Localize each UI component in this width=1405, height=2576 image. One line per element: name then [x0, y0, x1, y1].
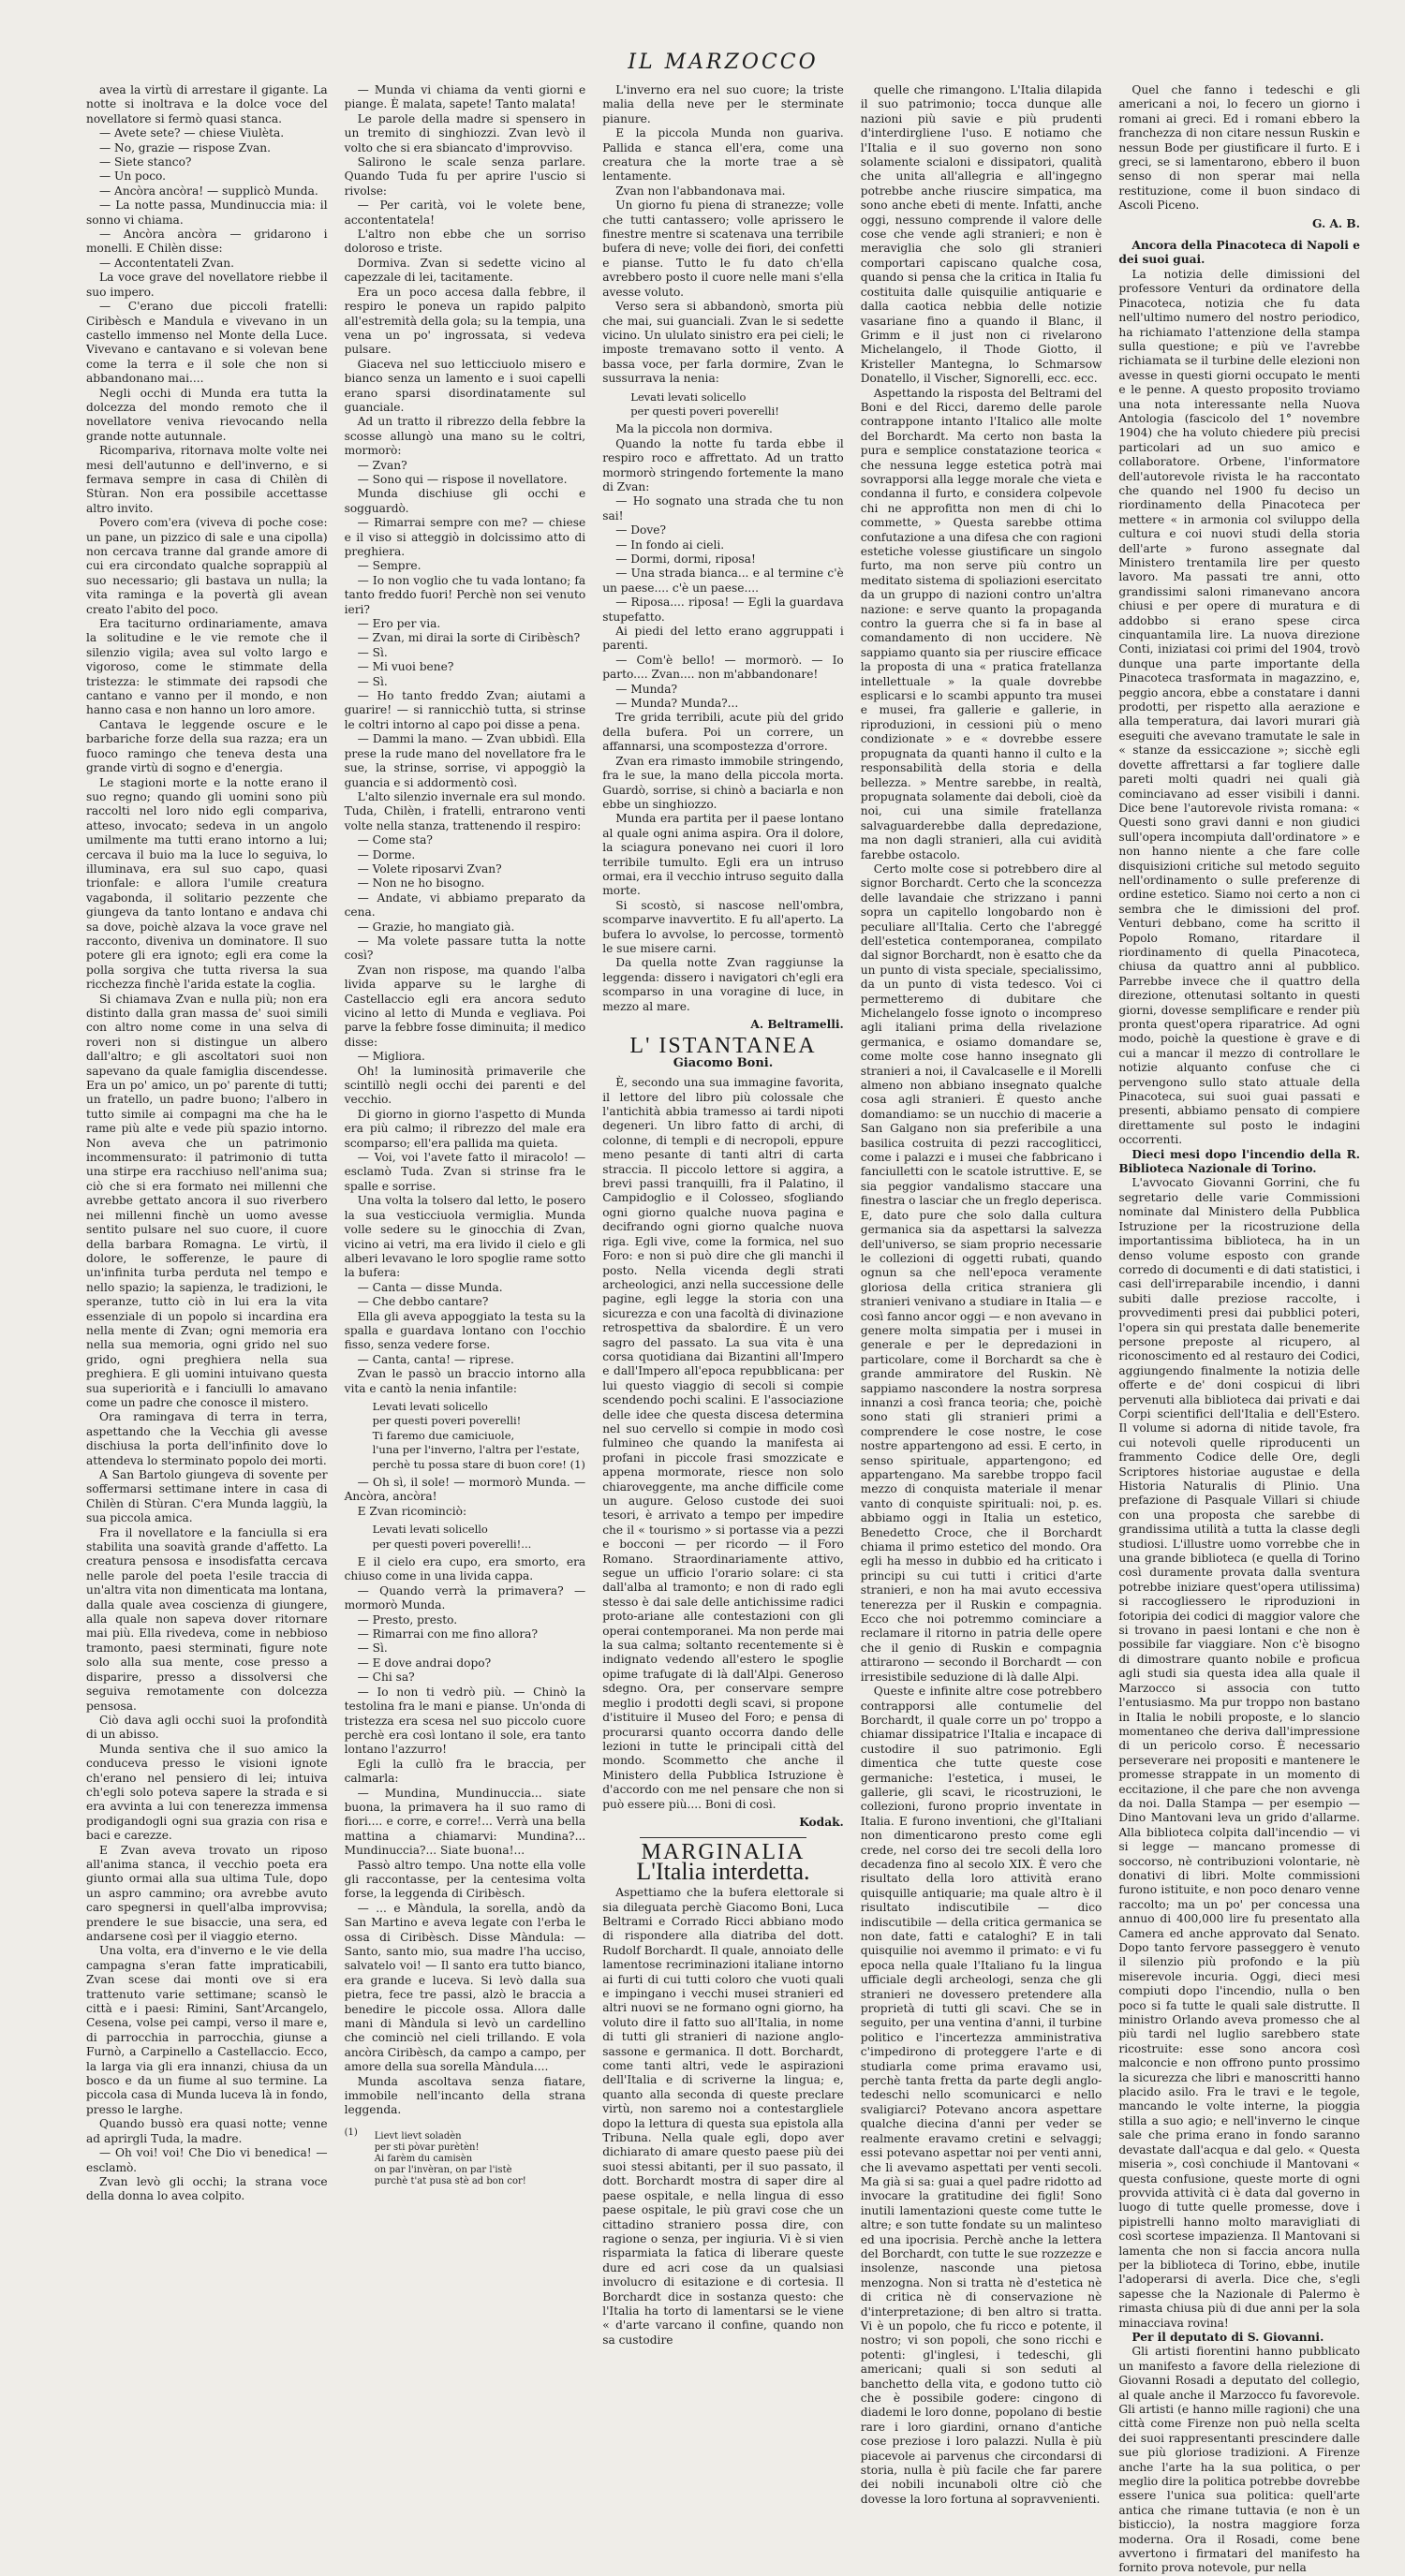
article-heading: Per il deputato di S. Giovanni. — [1131, 2330, 1324, 2344]
paragraph: — Canta — disse Munda. — [357, 1280, 503, 1294]
paragraph: Egli la cullò fra le braccia, per calmarla: — [344, 1757, 586, 1786]
paragraph: Queste e infinite altre cose potrebbero contrapporsi alle contumelie del Borchardt, il quale corre un po' troppo a chiamar dissipatrice l'Italia e incapace di custodire il suo patrimonio. Egli dimentica che tutte queste cose germaniche: l'estetica, i musei, le gallerie, gli scavi, le ricostruzioni, le collezioni, furono proprio inventate in Italia. E furono inventioni, che gl'Italiani non dimenticarono presto come egli crede, nel corso dei tre secoli della loro decadenza fino al secolo XIX. È vero che risultato della loro attività erano quisquille antiquarie; ma quale altro è il risultato indiscutibile — dico indiscutibile — della critica germanica se non date, fatti e cataloghi? E in tali quisquilie noi avemmo il primato: e vi fu epoca nella quale l'Italiano fu la lingua ufficiale degli archeologi, senza che gli stranieri ne dovessero pretendere alla proprietà di tutti gli scavi. Che se in seguito, per una ventina d'anni, il turbine politico e l'incertezza amministrativa c'impedirono di proteggere l'arte e di studiarla come prima eravamo usi, perchè tanta fretta da parte degli anglo-tedeschi nello scomunicarci e nello svaligiarci? Potevano ancora aspettare qualche diecina d'anni per veder se realmente eravamo cretini e selvaggi; essi potevano aspettar noi per venti anni, che li avevamo aspettati per venti secoli. Ma già si sa: guai a quel padre ridotto ad invocare la gratitudine dei figli! Sono inutili lamentazioni queste come tutte le altre; e son tutte fondate su un malinteso ed una ipocrisia. Perchè anche la lettera del Borchardt, con tutte le sue rozzezze e insolenze, nasconde una pietosa menzogna. Non si tratta nè d'estetica nè di critica nè di conservazione nè d'interpretazione; di ben altro si tratta. Vi è un popolo, che fu ricco e potente, il nostro; vi son popoli, che sono ricchi e potenti: gl'inglesi, i tedeschi, gli americani; quali si son seduti al banchetto della vita, e godono tutto ciò che è possibile godere: cingono di diademi le loro donne, popolano di bestie rare i loro giardini, ornano d'antiche cose preziose i loro palazzi. Nulla è più piacevole ai parvenus che circondarsi di storia, nulla è più facile che far parere dei nobili incunaboli oltre ciò che dovesse la loro fortuna al sopravvenienti. — [860, 1685, 1102, 2506]
verse-line: Lievt lievt soladèn — [374, 2130, 462, 2142]
paragraph: — Presto, presto. — [357, 1612, 458, 1627]
verse-line: purchè t'at pusa stè ad bon cor! — [374, 2175, 526, 2186]
verse-block — [630, 390, 844, 420]
paragraph: — Come sta? — [357, 833, 433, 847]
paragraph: — Dove? — [615, 523, 666, 537]
paragraph: Ciò dava agli occhi suoi la profondità di un abisso. — [86, 1713, 328, 1742]
paragraph: — Com'è bello! — mormorò. — Io parto.... Zvan.... non m'abbandonare! — [602, 653, 844, 682]
paragraph: Era taciturno ordinariamente, amava la solitudine e le vie remote che il silenzio vigila; avea sul volto largo e vigoroso, come le stimmate della tristezza: le stimmate dei rapsodi che cantano e vanno per il mondo, e non hanno casa e non hanno un loro amore. — [86, 617, 328, 717]
paragraph: Le stagioni morte e la notte erano il suo regno; quando gli uomini sono più raccolti nel loro nido egli compariva, atteso, invocato; sedeva in un angolo umilmente ma tutti erano intorno a lui; cercava il buio ma la luce lo seguiva, lo illuminava, era sul suo capo, quasi trionfale: e allora l'umile creatura vagabonda, il solitario pezzente che giungeva da tanto lontano e andava chi sa dove, poichè alzava la voce grave nel racconto, diveniva un dominatore. Il suo potere gli era ignoto; egli era come la polla sorgiva che tutta riversa la sua ricchezza finchè l'arida estate la coglia. — [86, 775, 328, 992]
paragraph: — Ho tanto freddo Zvan; aiutami a guarire! — si rannicchiò tutta, si strinse le coltri intorno al capo poi disse a pena. — [344, 689, 586, 731]
paragraph: — Riposa.... riposa! — Egli la guardava stupefatto. — [602, 596, 844, 624]
paragraph: — Per carità, voi le volete bene, accontentatela! — [344, 199, 586, 227]
verse-line: Levati levati solicello — [372, 1399, 488, 1413]
paragraph: avea la virtù di arrestare il gigante. La notte si inoltrava e la dolce voce del novellatore si fermò quasi stanca. — [86, 83, 328, 125]
paragraph: Di giorno in giorno l'aspetto di Munda era più calmo; il ribrezzo del male era scomparso; ell'era pallida ma quieta. — [344, 1107, 586, 1150]
paragraph: — Mi vuoi bene? — [357, 660, 454, 674]
column-5 — [1118, 83, 1360, 2575]
paragraph: — Sempre. — [357, 559, 422, 573]
paragraph: — Canta, canta! — riprese. — [357, 1352, 514, 1366]
verse-line: perchè tu possa stare di buon core! (1) — [372, 1457, 585, 1471]
footnote-number: (1) — [344, 2127, 358, 2138]
paragraph: — Ho sognato una strada che tu non sai! — [602, 494, 844, 523]
paragraph: — Mundina, Mundinuccia... siate buona, la primavera ha il suo ramo di fiori.... e corre, e corre!... Verrà una bella mattina a chiamarvi: Mundina?... Mundinuccia?... Siate buona!... — [344, 1786, 586, 1858]
paragraph: Salirono le scale senza parlare. Quando Tuda fu per aprire l'uscio si rivolse: — [344, 155, 586, 198]
paragraph: Zvan levò gli occhi; la strana voce della donna lo avea colpito. — [86, 2174, 328, 2203]
paragraph: — Munda? Munda?... — [615, 697, 739, 711]
signature: Kodak. — [799, 1815, 844, 1829]
verse-line: Ai farèm du camisèn — [374, 2153, 473, 2164]
paragraph: — Voi, voi l'avete fatto il miracolo! — esclamò Tuda. Zvan si strinse fra le spalle e sorrise. — [344, 1151, 586, 1193]
paragraph: Munda dischiuse gli occhi e sogguardò. — [344, 487, 586, 515]
paragraph: Cantava le leggende oscure e le barbariche forze della sua razza; era un fuoco ramingo che teneva desta una grande virtù di sogno e d'energia. — [86, 717, 328, 775]
column-4 — [860, 83, 1102, 2506]
paragraph: — Munda vi chiama da venti giorni e piange. È malata, sapete! Tanto malata! — [344, 83, 586, 111]
paragraph: Zvan non rispose, ma quando l'alba livida apparve su le larghe di Castellaccio egli era ancora seduto vicino al letto di Munda e vegliava. Poi parve la febbre fosse diminuita; il medico disse: — [344, 963, 586, 1049]
paragraph: La voce grave del novellatore riebbe il suo impero. — [86, 271, 328, 299]
paragraph: — Non ne ho bisogno. — [357, 876, 485, 891]
masthead: IL MARZOCCO — [628, 51, 819, 74]
paragraph: — Dammi la mano. — Zvan ubbidì. Ella prese la rude mano del novellatore fra le sue, la strinse, sorrise, vi appoggiò la guancia e si addormentò così. — [344, 732, 586, 789]
verse-line: per questi poveri poverelli! — [630, 404, 779, 418]
paragraph: E la piccola Munda non guariva. Pallida e stanca ell'era, come una creatura che la morte trae a sè lentamente. — [602, 126, 844, 184]
paragraph: Era un poco accesa dalla febbre, il respiro le poneva un rapido palpito all'estremità della gola; su la tempia, una vena un po' ingrossata, si vedeva pulsare. — [344, 285, 586, 357]
paragraph: Quando bussò era quasi notte; venne ad aprirgli Tuda, la madre. — [86, 2117, 328, 2145]
section-title: MARGINALIA — [641, 1840, 806, 1865]
paragraph: L'alto silenzio invernale era sul mondo. Tuda, Chilèn, i fratelli, entrarono venti volte nella stanza, trattenendo il respiro: — [344, 789, 586, 832]
paragraph: — Andate, vi abbiamo preparato da cena. — [344, 891, 586, 920]
paragraph: — Dorme. — [357, 847, 416, 861]
paragraph: — Rimarrai sempre con me? — chiese e il viso si atteggiò in dolcissimo atto di preghiera. — [344, 516, 586, 558]
paragraph: Oh! la luminosità primaverile che scintillò negli occhi dei parenti e del vecchio. — [344, 1064, 586, 1107]
verse-line: on par l'invèran, on par l'istè — [374, 2164, 512, 2175]
paragraph: È, secondo una sua immagine favorita, il lettore del libro più colossale che l'antichità abbia tramesso ai tardi nipoti degeneri. Un libro fatto di archi, di colonne, di templi e di necropoli, eppure meno pesante di tanti altri di carta straccia. Il piccolo lettore si aggira, a brevi passi tranquilli, fra il Palatino, il Campidoglio e il Colosseo, sfogliando ogni giorno qualche nuova pagina e decifrando ogni giorno qualche nuova riga. Egli vive, come la formica, nel suo Foro: e non si può dire che gli manchi il posto. Nella vicenda degli strati archeologici, anzi nella successione delle pagine, egli legge la storia con una sicurezza e con una facoltà di divinazione retrospettiva da sbalordire. È un vero sagro del passato. La sua vita è una corsa quotidiana dai Bizantini all'Impero e dall'Impero all'epoca repubblicana: per lui questo viaggio di secoli si compie scendendo pochi scalini. E l'associazione delle idee che questa discesa determina nel suo cervello si compie in modo così fulmineo che quando la manifesta ai profani in piccole frasi smozzicate e appena mormorate, riesce non solo chiaroveggente, ma anche difficile come un augure. Geloso custode dei suoi tesori, è arrivato a tempo per impedire che il « tourismo » si portasse via a pezzi e bocconi — per ricordo — il Foro Romano. Straordinariamente attivo, segue un ufficio l'orario solare: ci sta dall'alba al tramonto; e non di rado egli stesso è dai sale delle antichissime radici proto-ariane alle contestazioni con gli operai contemporanei. Ma non perde mai la sua calma; soltanto recentemente si è indignato vedendo all'estero le spoglie opime trafugate di là dall'Alpi. Generoso sdegno. Ora, per conservare sempre meglio i prodotti degli scavi, si propone d'istituire il Museo del Foro; e pensa di procurarsi quanto occorra dando delle lezioni in tutte le principali città del mondo. Scommetto che anche il Ministero della Pubblica Istruzione è d'accordo con me nel pensare che non si può essere più.... Boni di così. — [602, 1076, 844, 1811]
paragraph: — Ancòra ancòra — gridarono i monelli. E Chilèn disse: — [86, 228, 328, 256]
paragraph: Quando la notte fu tarda ebbe il respiro roco e affrettato. Ad un tratto mormorò stringendo fortemente la mano di Zvan: — [602, 436, 844, 493]
divider — [640, 1837, 806, 1838]
paragraph: Fra il novellatore e la fanciulla si era stabilita una soavità grande d'affetto. La creatura pensosa e insodisfatta cercava nelle parole del poeta l'esile traccia di un'altra vita non dimenticata ma lontana, dalla quale avea coscienza di giungere, alla quale non sapeva dover ritornare mai più. Ella rivedeva, come in nebbioso tramonto, paesi sterminati, figure note solo alla sua mente, cose presso a disparire, presso a dissolversi che seguiva remotamente con dolcezza pensosa. — [86, 1525, 328, 1713]
paragraph: Giaceva nel suo letticciuolo misero e bianco senza un lamento e i suoi capelli erano sparsi disordinatamente sul guanciale. — [344, 357, 586, 414]
paragraph: Da quella notte Zvan raggiunse la leggenda: dissero i navigatori ch'egli era scomparso in una voragine di luce, in mezzo al mare. — [602, 956, 844, 1013]
verse-line: l'una per l'inverno, l'altra per l'estate, — [372, 1443, 580, 1457]
paragraph: — Ero per via. — [357, 617, 441, 631]
paragraph: — ... e Màndula, la sorella, andò da San Martino e aveva legate con l'erba le ossa di Ciribèsch. Disse Màndula: — Santo, santo mio, sua madre l'ha ucciso, salvatelo voi! — Il santo era tutto bianco, era grande e luceva. Si levò dalla sua pietra, fece tre passi, alzò le braccia a benedire le piccole ossa. Allora dalle mani di Màndula si levò un cardellino che cominciò nel cieli trillando. E vola ancòra Ciribèsch, da campo a campo, per amore della sua sorella Màndula.... — [344, 1901, 586, 2074]
paragraph: Si chiamava Zvan e nulla più; non era distinto dalla gran massa de' suoi simili con altro nome come in una selva di roveri non si distingue un albero dall'altro; e gli ascoltatori suoi non sapevano da quale famiglia discendesse. Era un po' amico, un po' parente di tutti; un fratello, un padre buono; l'albero in tutto simile ai compagni ma che ha le rame più alte e vede più spazio intorno. Non aveva che un patrimonio incommensurato: il patrimonio di tutta una stirpe era racchiuso nell'anima sua; ciò che si era formato nei millenni che avrebbe gettato ancora il suo riverbero nei millenni finchè un uomo avesse sentito pulsare nel suo cuore, il cuore della barbara Romagna. Le virtù, il dolore, le sofferenze, le paure di un'infinita turba perduta nel tempo e nello spazio; la sapienza, le tradizioni, le speranze, tutto ciò in lui era la vita essenziale di un popolo si incardina era nella mente di Zvan; ogni memoria era nella sua memoria, ogni grido nel suo grido, ogni preghiera nella sua preghiera. E gli uomini intuivano questa sua superiorità e i fanciulli lo amavano come un padre che conosce il mistero. — [86, 992, 328, 1409]
verse-line: Levati levati solicello — [372, 1523, 488, 1537]
paragraph: Povero com'era (viveva di poche cose: un pane, un pizzico di sale e una cipolla) non cercava tranne dal grande amore di cui era circondato qualche soprappiù al suo necessario; gli bastava un nulla; la vita raminga e la povertà gli avean creato l'abito del poco. — [86, 516, 328, 616]
paragraph: Aspettiamo che la bufera elettorale si sia dileguata perchè Giacomo Boni, Luca Beltrami e Corrado Ricci abbiano modo di rispondere alla diatriba del dott. Rudolf Borchardt. Il quale, annoiato delle lamentose recriminazioni italiane intorno ai furti di cui tutti coloro che vuoti quali e impingano i vecchi musei stranieri ed altri nuovi se ne formano ogni giorno, ha voluto dire il fatto suo all'Italia, in nome di tutti gli stranieri di nazione anglo-sassone e germanica. Il dott. Borchardt, come tanti altri, vede le aspirazioni dell'Italia e di scriverne la lingua; e, quanto alla seconda di queste preclare virtù, non saremo noi a contestargliele dopo la lettura di questa sua epistola alla Tribuna. Nella quale egli, dopo aver dichiarato di amare questo paese più dei suoi stessi abitanti, per il suo passato, il dott. Borchardt mostra di saper dire al paese ospitale, e nella lingua di esso paese ospitale, le più gravi cose che un cittadino straniero possa dire, con ragione o senza, per ingiuria. Vi è si vien risparmiata la fatica di liberare queste dure ed acri cose da un qualsiasi involucro di esitazione e di cortesia. Il Borchardt dice in sostanza questo: che l'Italia ha torto di lamentarsi se le viene « d'arte varcano il confine, quando non sa custodire — [602, 1886, 844, 2347]
paragraph: — Sono qui — rispose il novellatore. — [357, 472, 568, 486]
paragraph: Ricompariva, ritornava molte volte nei mesi dell'autunno e dell'inverno, e si fermava sempre in casa di Chilèn di Stùran. Non era possibile accettasse altro invito. — [86, 444, 328, 515]
paragraph: — Che debbo cantare? — [357, 1295, 489, 1309]
paragraph: — Migliora. — [357, 1050, 425, 1064]
verse-line: per questi poveri poverelli!... — [372, 1537, 532, 1551]
paragraph: — Munda? — [615, 682, 678, 696]
column-3 — [602, 83, 844, 2347]
paragraph: — Avete sete? — chiese Viulèta. — [99, 126, 285, 140]
section-subtitle: Giacomo Boni. — [673, 1055, 774, 1070]
paragraph: — La notte passa, Mundinuccia mia: il sonno vi chiama. — [86, 199, 328, 227]
paragraph: L'inverno era nel suo cuore; la triste malia della neve per le sterminate pianure. — [602, 83, 844, 125]
column-2 — [344, 83, 586, 2186]
paragraph: — Quando verrà la primavera? — mormorò Munda. — [344, 1583, 586, 1612]
paragraph: Quel che fanno i tedeschi e gli americani a noi, lo fecero un giorno i romani ai greci. Ed i romani ebbero la franchezza di non citare nessun Ruskin e nessun Bode per giustificare il furto. E i greci, se si lamentarono, ebbero il buon senso di non sperar mai nella restituzione, come il buon sindaco di Ascoli Piceno. — [1118, 83, 1360, 213]
columns — [86, 83, 1360, 2575]
footnote-verse — [375, 2131, 526, 2187]
paragraph: Certo molte cose si potrebbero dire al signor Borchardt. Certo che la sconcezza delle lavandaie che strizzano i panni sopra un capitello longobardo non è peculiare all'Italia. Certo che l'abreggé dell'estetica contemporanea, compilato dal signor Borchardt, non è esatto che da un punto di vista speciale, specialissimo, da un punto di vista tedesco. Voi ci permetteremo di dubitare che Michelangelo fosse ignoto o incompreso agli italiani prima della rivelazione germanica, e osiamo domandare se, come molte cose hanno insegnato gli stranieri a noi, il Cavalcaselle e il Morelli almeno non abbiano insegnato qualche cosa agli stranieri. È questo anche domandiamo: se un nucchio di macerie a San Galgano non sia preferibile a una basilica costruita di pezzi raccogliticci, come i palazzi e i musei che fabbricano i fanciulletti con le scatole istruttive. E, se sia peggior vandalismo staccare una finestra o lasciar che un freglo deperisca. E, dato pure che solo dalla cultura germanica sia da aspettarsi la salvezza dell'universo, se siam proprio necessarie le collezioni di oggetti rubati, quando ognun sa che nell'epoca veramente gloriosa della critica straniera gli stranieri venivano a studiare in Italia — e così fanno ancor oggi — e non avevano in genere molta simpatia per i musei in generale e per le depredazioni in particolare, come il Borchardt sa che è grande ammiratore del Ruskin. Nè sappiamo nascondere la nostra sorpresa innanzi a così franca teoria; che, poichè sono stati gli stranieri primi a comprendere le cose nostre, le cose nostre appartengono ad essi. E certo, in senso spirituale, appartengono; ed appartengano. Ma sarebbe troppo facil mezzo di conquista materiale il menar vanto di conquiste spirituali: noi, p. es. abbiamo oggi in Italia un estetico, Benedetto Croce, che il Borchardt chiama il primo estetico del mondo. Ora egli ha messo in dubbio ed ha criticato i principi su cui tutti i critici d'arte stranieri, e non ha mai avuto eccessiva tenerezza per il Ruskin e compagnia. Ecco che noi potremmo cominciare a reclamare il ritorno in patria delle opere che il genio di Ruskin e compagnia attirarono — secondo il Borchardt — con irresistibile seduzione di là dalle Alpi. — [860, 861, 1102, 1684]
verse-line: Levati levati solicello — [630, 390, 747, 404]
paragraph: Zvan non l'abbandonava mai. — [615, 184, 786, 198]
footnote — [345, 2127, 586, 2191]
signature: G. A. B. — [1312, 216, 1360, 230]
verse-block — [373, 1523, 586, 1552]
paragraph: — Ma volete passare tutta la notte così? — [344, 934, 586, 963]
paragraph: Munda ascoltava senza fiatare, immobile nell'incanto della strana leggenda. — [344, 2074, 586, 2117]
paragraph: Una volta la tolsero dal letto, le posero la sua vesticciuola vermiglia. Munda volle sedere su le ginocchia di Zvan, vicino ai vetri, ma era livido il cielo e gli alberi levavano le loro spoglie rame sotto la bufera: — [344, 1194, 586, 1280]
paragraph: Si scostò, si nascose nell'ombra, scomparve inavvertito. E fu all'aperto. La bufera lo avvolse, lo percosse, tormentò le sue misere carni. — [602, 898, 844, 955]
paragraph: Ai piedi del letto erano aggruppati i parenti. — [602, 625, 844, 653]
paragraph: — Io non voglio che tu vada lontano; fa tanto freddo fuori! Perchè non sei venuto ieri? — [344, 573, 586, 616]
paragraph: — Sì. — [357, 674, 388, 688]
paragraph: — C'erano due piccoli fratelli: Ciribèsch e Mandula e vivevano in un castello immenso nel Monte della Luce. Vivevano e cantavano e si volevan bene come la terra e il sole che non si abbandonano mai.... — [86, 300, 328, 386]
paragraph: L'altro non ebbe che un sorriso doloroso e triste. — [344, 228, 586, 256]
article-title: L'Italia interdetta. — [636, 1857, 810, 1885]
section-title: L' ISTANTANEA — [629, 1034, 817, 1059]
verse-line: Ti faremo due camiciuole, — [372, 1428, 515, 1442]
paragraph: Munda era partita per il paese lontano al quale ogni anima aspira. Ora il dolore, la sciagura ponevano nei cuori il loro terribile tumulto. Egli era un intruso ormai, era il vecchio intruso seguito dalla morte. — [602, 812, 844, 898]
paragraph: Le parole della madre si spensero in un tremito di singhiozzi. Zvan levò il volto che si era sbiancato d'improvviso. — [344, 111, 586, 155]
paragraph: Una volta, era d'inverno e le vie della campagna s'eran fatte impraticabili, Zvan scese dai monti ove si era trattenuto varie settimane; scansò le città e i paesi: Rimini, Sant'Arcangelo, Cesena, volse pei campi, verso il mare e, di parrocchia in parrocchia, giunse a Furnò, a Carpinello a Castellaccio. Ecco, la larga via gli era innanzi, chiusa da un bosco e da un fiume al suo termine. La piccola casa di Munda luceva là in fondo, presso le larghe. — [86, 1944, 328, 2116]
paragraph: Zvan era rimasto immobile stringendo, fra le sue, la mano della piccola morta. Guardò, sorrise, si chinò a baciarla e non ebbe un singhiozzo. — [602, 754, 844, 811]
paragraph: — Zvan? — [357, 458, 407, 472]
paragraph: Ad un tratto il ribrezzo della febbre la scosse allungò una mano su le coltri, mormorò: — [344, 415, 586, 458]
paragraph: quelle che rimangono. L'Italia dilapida il suo patrimonio; tocca dunque alle nazioni più savie e più prudenti d'interdirgliene l'uso. E notiamo che l'Italia e il suo governo non sono solamente scialoni e dissipatori, qualità che unita all'allegria e all'ingegno potrebbe anche riuscire simpatica, ma sono anche ebeti di mente. Infatti, anche oggi, nessuno comprende il valore delle cose che vende agli stranieri; e non è meraviglia che solo gli stranieri comportari capiscano qualche cosa, quando si pensa che la critica in Italia fu costituita dalle quisquilie antiquarie e dalla caotica nebbia delle notizie vasariane fino a quando il Blanc, il Grimm e il just non ci rivelarono Michelangelo, il Thode Giotto, il Kristeller Mantegna, lo Schmarsow Donatello, il Vischer, Signorelli, ecc. ecc. — [860, 83, 1102, 386]
verse-line: per questi poveri poverelli! — [372, 1414, 522, 1428]
paragraph: Gli artisti fiorentini hanno pubblicato un manifesto a favore della rielezione di Giovanni Rosadi a deputato del collegio, al quale anche il Marzocco fu favorevole. Gli artisti (e hanno mille ragioni) che una città come Firenze non può nella scelta dei suoi rappresentanti prescindere dalle sue più gloriose tradizioni. A Firenze anche l'arte ha la sua politica, o per meglio dire la politica potrebbe dovrebbe essere l'unica sua politica: quell'arte antica che rimane tuttavia (e non è un bisticcio), la nostra maggiore forza moderna. Ora il Rosadi, come bene avvertono i firmatari del manifesto ha fornito prova notevole, pur nella — [1118, 2345, 1360, 2575]
paragraph: — Sì. — [357, 645, 388, 659]
paragraph: Ella gli aveva appoggiato la testa su la spalla e guardava lontano con l'occhio fisso, senza vedere forse. — [344, 1309, 586, 1352]
article-heading: Dieci mesi dopo l'incendio della R. Biblioteca Nazionale di Torino. — [1118, 1147, 1360, 1176]
paragraph: Aspettando la risposta del Beltrami del Boni e del Ricci, daremo delle parole contrappone intanto l'Italico alle molte del Borchardt. Ma certo non basta la pura e semplice constatazione teorica « che nessuna legge estetica potrà mai sovrapporsi alla legge morale che vieta e condanna il furto, e considera colpevole chi ne approfitta non men di chi lo commette, » Questa sarebbe ottima confutazione a una difesa che con ragioni estetiche volesse giustificare un singolo furto, ma non serve più contro un meditato sistema di spoliazioni esercitato da un gruppo di nazioni contro un'altra nazione: e serve quanto la propaganda contro la guerra che si fa in base al comandamento di non uccidere. Nè sappiamo quanto sia per riuscire efficace la proposta di una « pratica fratellanza intellettuale » la quale dovrebbe esplicarsi e lo scambi appunto tra musei e musei, fra gallerie e gallerie, in riproduzioni, in cessioni più o meno condizionate » e « dovrebbe essere propugnata da quanti hanno il culto e la responsabilità della storia e della bellezza. » Mentre sarebbe, in realtà, propugnata solamente dai deboli, cioè da noi, cui una simile fratellanza salvaguarderebbe dalla depredazione, ma non dagli stranieri, alla cui avidità farebbe ostacolo. — [860, 386, 1102, 861]
verse-line: per sti pòvar purètèn! — [374, 2142, 480, 2153]
column-1 — [86, 83, 328, 2203]
paragraph: E Zvan ricominciò: — [357, 1504, 467, 1518]
article-heading: Ancora della Pinacoteca di Napoli e dei suoi guai. — [1118, 239, 1360, 267]
paragraph: Negli occhi di Munda era tutta la dolcezza del mondo remoto che il novellatore veniva rievocando nella grande notte autunnale. — [86, 386, 328, 443]
paragraph: E Zvan aveva trovato un riposo all'anima stanca, il vecchio poeta era giunto ormai alla sua ultima Tule, dopo un aspro cammino; ora avrebbe avuto caro spegnersi in quell'alba improvvisa; prendere le sue bisaccie, una sera, ed andarsene così per il viaggio eterno. — [86, 1843, 328, 1943]
paragraph: — Un poco. — [99, 169, 167, 184]
paragraph: Ora ramingava di terra in terra, aspettando che la Vecchia gli avesse dischiusa la porta dell'infinito dove lo attendeva lo sterminato popolo dei morti. — [86, 1410, 328, 1467]
paragraph: — Accontentateli Zvan. — [99, 256, 234, 270]
paragraph: — Dormi, dormi, riposa! — [615, 552, 756, 566]
paragraph: Tre grida terribili, acute più del grido della bufera. Poi un correre, un affannarsi, una scompostezza d'orrore. — [602, 711, 844, 754]
paragraph: Zvan le passò un braccio intorno alla vita e cantò la nenia infantile: — [344, 1367, 586, 1395]
paragraph: — Io non ti vedrò più. — Chinò la testolina fra le mani e pianse. Un'onda di tristezza era scesa nel suo piccolo cuore perchè era così lontano il sole, era tanto lontano l'azzurro! — [344, 1685, 586, 1757]
paragraph: La notizia delle dimissioni del professore Venturi da ordinatore della Pinacoteca, notizia che fu data nell'ultimo numero del nostro periodico, ha richiamato l'attenzione della stampa sulla questione; e più ve l'avrebbe richiamata se il turbine delle elezioni non avesse in questi giorni occupato le menti e le penne. A questo proposito troviamo una nota interessante nella Nuova Antologia (fascicolo del 1° novembre 1904) che ha voluto chiedere più precisi particolari ad un suo amico e collaboratore. Orbene, l'informatore dell'autorevole rivista le ha raccontato che quando nel 1900 fu deciso un riordinamento della Pinacoteca per mettere « in armonia col sviluppo della cultura e coi nuovi studi della storia dell'arte » furono assegnate dal Ministero trentamila lire per questo lavoro. Ma passati tre anni, otto grandissimi saloni rimanevano ancora chiusi e per opere di muratura e di addobbo si erano spese circa cinquantamila lire. La nuova direzione Conti, iniziatasi coi primi del 1904, trovò dunque una parte importante della Pinacoteca trasformata in magazzino, e, peggio ancora, ebbe a constatare i danni prodotti, per rispetto alla aerazione e alla temperatura, dai lavori murari già eseguiti che avevano tramutate le sale in « stanze da essiccazione »; sicchè egli dovette affrettarsi a far togliere dalle pareti molti quadri nei quali già cominciavano ad esser visibili i danni. Dice bene l'autorevole rivista romana: « Questi sono gravi danni e non giudici sull'opera incompiuta dall'ordinatore » e non hanno niente a che fare colle disquisizioni critiche sul metodo seguito nell'ordinamento o sulle preferenze di ordine estetico. Siamo noi certo a non ci sembra che le dimissioni del prof. Venturi debbano, come ha scritto il Popolo Romano, ritardare il riordinamento di quella Pinacoteca, chiusa da quattro anni al pubblico. Parrebbe invece che il quattro della direzione, ottenutasi soltanto in questi giorni, dovesse semplificare e render più pronta quest'opera riparatrice. Ad ogni modo, poichè la questione è grave e di cui a mancar il mezzo di controllare le notizie alquanto confuse che ci pervengono sullo stato attuale della Pinacoteca, sui suoi guai passati e presenti, abbiamo pensato di compiere direttamente sul posto le indagini occorrenti. — [1118, 267, 1360, 1147]
paragraph: E il cielo era cupo, era smorto, era chiuso come in una livida cappa. — [344, 1555, 586, 1583]
verse-block — [373, 1400, 586, 1472]
paragraph: — Oh voi! voi! Che Dio vi benedica! — esclamò. — [86, 2146, 328, 2174]
paragraph: Un giorno fu piena di stranezze; volle che tutti cantassero; volle aprissero le finestre mentre si scatenava una terribile bufera di neve; volle dei fiori, dei confetti e pianse. Tutto le fu dato ch'ella avrebbero posto il cuore nelle mani s'ella avesse voluto. — [602, 199, 844, 299]
paragraph: — E dove andrai dopo? — [357, 1656, 492, 1670]
paragraph: — Volete riposarvi Zvan? — [357, 861, 502, 876]
paragraph: — Zvan, mi dirai la sorte di Ciribèsch? — [357, 631, 581, 645]
paragraph: — No, grazie — rispose Zvan. — [99, 140, 271, 155]
paragraph: — Rimarrai con me fino allora? — [357, 1627, 538, 1641]
paragraph: Verso sera si abbandonò, smorta più che mai, sui guanciali. Zvan le si sedette vicino. Un ululato sinistro era pei cieli; le imposte tremavano sotto il vento. A bassa voce, per farla dormire, Zvan le sussurrava la nenia: — [602, 300, 844, 386]
paragraph: Dormiva. Zvan si sedette vicino al capezzale di lei, tacitamente. — [344, 256, 586, 285]
paragraph: Passò altro tempo. Una notte ella volle gli raccontasse, per la centesima volta forse, la leggenda di Ciribèsch. — [344, 1858, 586, 1901]
paragraph: — Oh sì, il sole! — mormorò Munda. — Ancòra, ancòra! — [344, 1476, 586, 1504]
paragraph: — Una strada bianca... e al termine c'è un paese.... c'è un paese.... — [602, 567, 844, 595]
paragraph: Munda sentiva che il suo amico la conduceva presso le visioni ignote ch'erano nel pensiero di lei; intuiva ch'egli solo poteva sapere la strada e si era avvinta a lui con tenerezza immensa prodigandogli ogni sua grazia con risa e baci e carezze. — [86, 1742, 328, 1843]
paragraph: A San Bartolo giungeva di sovente per soffermarsi settimane intere in casa di Chilèn di Stùran. C'era Munda laggiù, la sua piccola amica. — [86, 1468, 328, 1525]
paragraph: — Grazie, ho mangiato già. — [357, 920, 515, 934]
paragraph: — Sì. — [357, 1641, 388, 1656]
paragraph: — In fondo ai cieli. — [615, 537, 725, 552]
paragraph: L'avvocato Giovanni Gorrini, che fu segretario delle varie Commissioni nominate dal Ministero della Pubblica Istruzione per la ricostruzione della importantissima biblioteca, ha in un denso volume esposto con grande corredo di documenti e di dati statistici, i casi dell'irreparabile incendio, i danni subiti dalle preziose raccolte, i provvedimenti presi dai pubblici poteri, l'opera sin qui prestata dalle benemerite persone preposte al ricupero, al riconoscimento ed al restauro dei Codici, aggiungendo finalmente la notizia delle offerte e de' doni cospicui di libri pervenuti alla biblioteca dai privati e dai Corpi scientifici dell'Italia e dell'Estero. Il volume si adorna di nitide tavole, fra cui notevoli quelle riproducenti un frammento Codice delle Ore, degli Scriptores historiae augustae e della Historia Naturalis di Plinio. Una prefazione di Pasquale Villari si chiude con una proposta che sarebbe di grandissima utilità a tutta la classe degli studiosi. L'illustre uomo vorrebbe che in una grande biblioteca (e quella di Torino così duramente provata dalla sventura potrebbe iniziare quest'opera utilissima) si raccogliessero le riproduzioni in fotoripia dei codici di maggior valore che si trovano in paesi lontani e che non è possibile far viaggiare. Non c'è bisogno di dimostrare quanto nobile e proficua agli studi sia questa idea alla quale il Marzocco si associa con tutto l'entusiasmo. Ma pur troppo non bastano in Italia le nobili proposte, e lo slancio momentaneo che deriva dall'impressione di un pericolo corso. È necessario perseverare nei propositi e mantenere le promesse strappate in un momento di eccitazione, il che pare che non avvenga da noi. Dalla Stampa — per esempio — Dino Mantovani leva un grido d'allarme. Alla biblioteca colpita dall'incendio — vi si legge — mancano promesse di soccorso, nè contribuzioni volontarie, nè donativi di libri. Molte commissioni furono istituite, e non poco denaro venne raccolto; ma un po' per concessa una annuo di 400,000 lire fu presentato alla Camera ed anche approvato dal Senato. Dopo tanto fervore passeggero è venuto il silenzio più profondo e la più miserevole incuria. Oggi, dieci mesi compiuti dopo l'incendio, nulla o ben poco si fa tutte le quali sale distrutte. Il ministro Orlando aveva promesso che al più tardi nel luglio sarebbero state ricostruite: esse sono ancora così malconcie e non offrono punto prossimo la sicurezza che libri e manoscritti hanno placido asilo. Fra le travi e le tegole, mancando le volte interne, la pioggia stilla a suo agio; e nell'inverno le cinque sale che prima erano in fondo saranno devastate dall'acqua e dal gelo. « Questa miseria », così conchiude il Mantovani « questa confusione, queste morte di ogni provvida attività ci è data dal governo in luogo di tutte quelle promesse, dove i pipistrelli hanno molto maravigliati di così scortese impazienza. Il Mantovani si lamenta che non si faccia ancora nulla per la biblioteca di Torino, ebbe, inutile l'adoperarsi di averla. Dice che, s'egli sapesse che la Nazionale di Palermo è rimasta chiusa più di due anni per la sola minacciava rovina! — [1118, 1176, 1360, 2330]
signature: A. Beltramelli. — [750, 1018, 844, 1031]
paragraph: — Siete stanco? — [99, 155, 192, 169]
paragraph: — Chi sa? — [357, 1671, 415, 1685]
paragraph: Ma la piccola non dormiva. — [615, 422, 773, 436]
paragraph: — Ancòra ancòra! — supplicò Munda. — [99, 184, 318, 198]
